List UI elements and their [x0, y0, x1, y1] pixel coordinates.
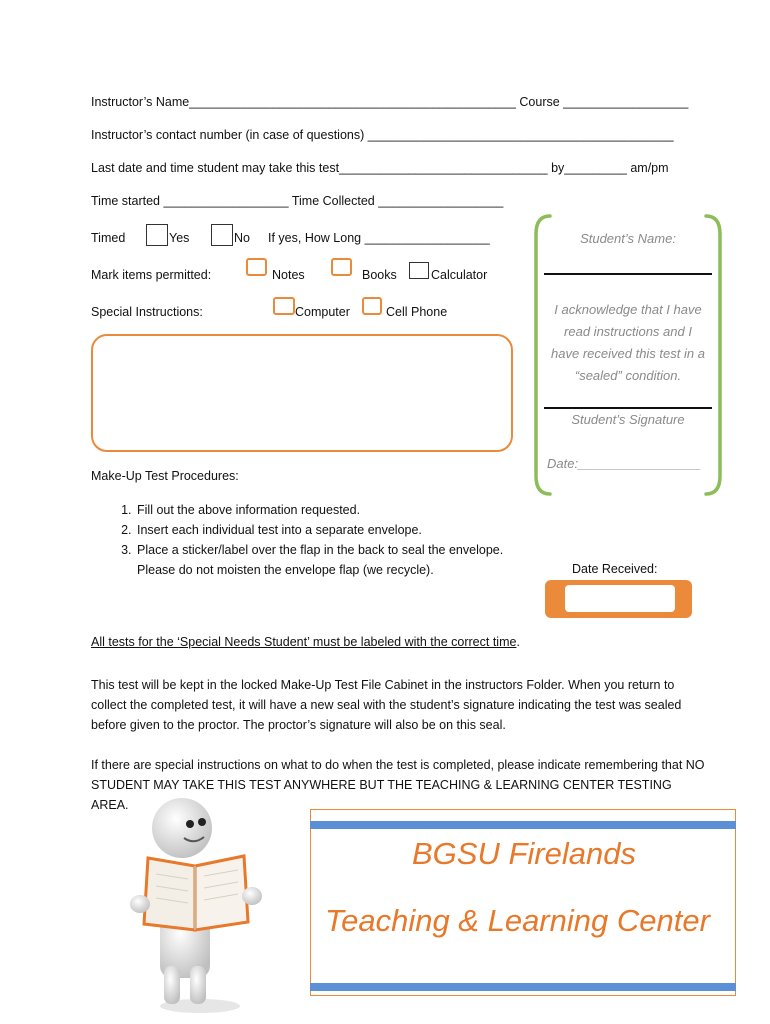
ack-line-3: have received this test in a	[551, 346, 705, 361]
center-name: Teaching & Learning Center	[325, 903, 710, 938]
procedure-step-2: 2. Insert each individual test into a separate envelope.	[135, 520, 575, 540]
calculator-label: Calculator	[431, 268, 488, 282]
student-date-line[interactable]: Date:_________________	[547, 456, 701, 471]
brand-name: BGSU Firelands	[412, 836, 636, 871]
how-long-line[interactable]: If yes, How Long __________________	[268, 231, 490, 245]
procedure-step-3: 3. Place a sticker/label over the flap in the back to seal the envelope. Please do not moisten the envelope flap (we recycle).	[135, 540, 517, 580]
student-name-line[interactable]	[544, 273, 712, 275]
cell-phone-checkbox[interactable]	[362, 297, 382, 315]
computer-checkbox[interactable]	[273, 297, 295, 315]
special-needs-note	[91, 635, 520, 649]
ack-line-1: I acknowledge that I have	[554, 302, 702, 317]
instructor-name-line[interactable]: Instructor’s Name_______________________________________________ Course __________________	[91, 95, 689, 109]
calculator-checkbox[interactable]	[409, 262, 429, 279]
computer-label: Computer	[295, 305, 350, 319]
last-date-line[interactable]: Last date and time student may take this test______________________________ by_________ am/pm	[91, 161, 669, 175]
procedure-step-1: 1. Fill out the above information requested.	[135, 500, 575, 520]
procedures-heading: Make-Up Test Procedures:	[91, 469, 239, 483]
special-needs-text: All tests for the ‘Special Needs Student’ must be labeled with the correct time	[91, 635, 517, 649]
reading-figure-image	[120, 796, 270, 1021]
banner-bottom-band	[310, 983, 736, 991]
date-received-label: Date Received:	[572, 562, 658, 576]
student-name-label: Student’s Name:	[580, 231, 676, 246]
time-row[interactable]: Time started __________________ Time Collected __________________	[91, 194, 504, 208]
timed-yes-checkbox[interactable]	[146, 224, 168, 246]
timed-no-checkbox[interactable]	[211, 224, 233, 246]
cell-phone-label: Cell Phone	[386, 305, 448, 319]
special-needs-period: .	[516, 635, 520, 649]
student-signature-line[interactable]	[544, 407, 712, 409]
notes-label: Notes	[272, 268, 305, 282]
ack-line-4: “sealed” condition.	[574, 368, 682, 383]
timed-no-label: No	[234, 231, 250, 245]
ack-line-2: read instructions and I	[564, 324, 692, 339]
banner-top-band	[310, 821, 736, 829]
book-icon	[144, 856, 248, 930]
books-checkbox[interactable]	[331, 258, 352, 276]
procedure-steps	[91, 500, 575, 580]
contact-number-line[interactable]: Instructor’s contact number (in case of questions) ____________________________________________	[91, 128, 674, 142]
timed-yes-label: Yes	[169, 231, 190, 245]
special-instructions-label: Special Instructions:	[91, 305, 203, 319]
books-label: Books	[362, 268, 397, 282]
timed-label: Timed	[91, 231, 126, 245]
special-instructions-paragraph: If there are special instructions on what to do when the test is completed, please indicate remembering that NO STUDENT MAY TAKE THIS TEST ANYWHERE BUT THE TEACHING & LEARNING CENTER TESTING AREA.	[91, 758, 705, 812]
acknowledgement-text	[538, 299, 718, 387]
date-received-field[interactable]	[565, 585, 675, 612]
student-signature-label: Student’s Signature	[571, 412, 685, 427]
mark-items-label: Mark items permitted:	[91, 268, 212, 282]
cabinet-paragraph: This test will be kept in the locked Make-Up Test File Cabinet in the instructors Folder. When you return to collect the completed test, it will have a new seal with the student’s signature indicating the test was sealed before given to the proctor. The proctor’s signature will also be on this seal.	[91, 678, 682, 732]
notes-checkbox[interactable]	[246, 258, 267, 276]
special-instructions-textbox[interactable]	[91, 334, 513, 452]
